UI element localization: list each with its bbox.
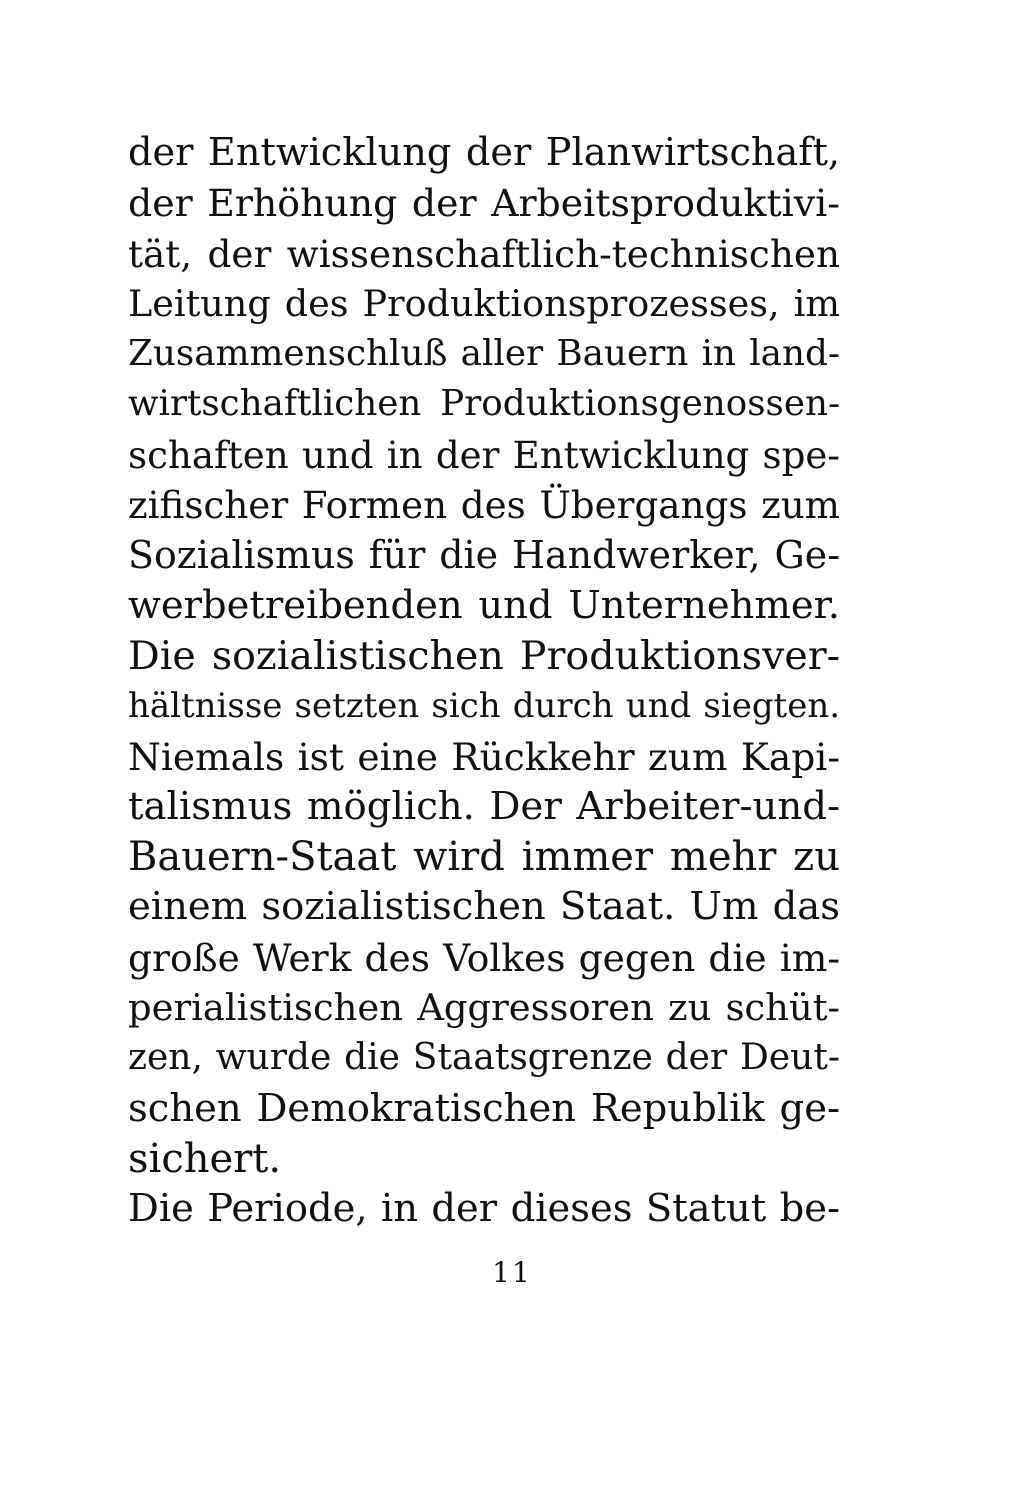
text-line: werbetreibenden und Unternehmer. bbox=[128, 582, 840, 628]
text-line: hältnisse setzten sich durch und siegten. bbox=[128, 686, 840, 727]
text-line: schen Demokratischen Republik ge- bbox=[128, 1085, 840, 1131]
page-number: 11 bbox=[492, 1256, 532, 1289]
text-line: Niemals ist eine Rückkehr zum Kapi- bbox=[128, 734, 840, 779]
text-line: Sozialismus für die Handwerker, Ge- bbox=[128, 533, 840, 578]
text-line: Bauern-Staat wird immer mehr zu bbox=[128, 834, 840, 881]
text-line: sichert. bbox=[128, 1135, 282, 1182]
text-line: wirtschaftlichen Produktionsgenossen- bbox=[128, 383, 840, 425]
text-line: einem sozialistischen Staat. Um das bbox=[128, 884, 840, 930]
text-line: Zusammenschluß aller Bauern in land- bbox=[128, 333, 840, 375]
text-line: Leitung des Produktionsprozesses, im bbox=[128, 281, 840, 325]
text-line: der Erhöhung der Arbeitsproduktivi- bbox=[128, 181, 840, 226]
text-line: tät, der wissenschaftlich-technischen bbox=[128, 231, 840, 276]
text-line: Die sozialistischen Produktionsver- bbox=[128, 632, 840, 679]
text-line: zifischer Formen des Übergangs zum bbox=[128, 483, 840, 528]
text-line: zen, wurde die Staatsgrenze der Deut- bbox=[128, 1037, 840, 1079]
body-text bbox=[128, 128, 840, 1235]
text-line: Die Periode, in der dieses Statut be- bbox=[128, 1186, 840, 1232]
text-line: perialistischen Aggressoren zu schüt- bbox=[128, 986, 840, 1030]
text-line: der Entwicklung der Planwirtschaft, bbox=[128, 130, 840, 175]
text-line: talismus möglich. Der Arbeiter-und- bbox=[128, 783, 840, 829]
text-line: schaften und in der Entwicklung spe- bbox=[128, 432, 840, 477]
text-line: große Werk des Volkes gegen die im- bbox=[128, 935, 840, 980]
